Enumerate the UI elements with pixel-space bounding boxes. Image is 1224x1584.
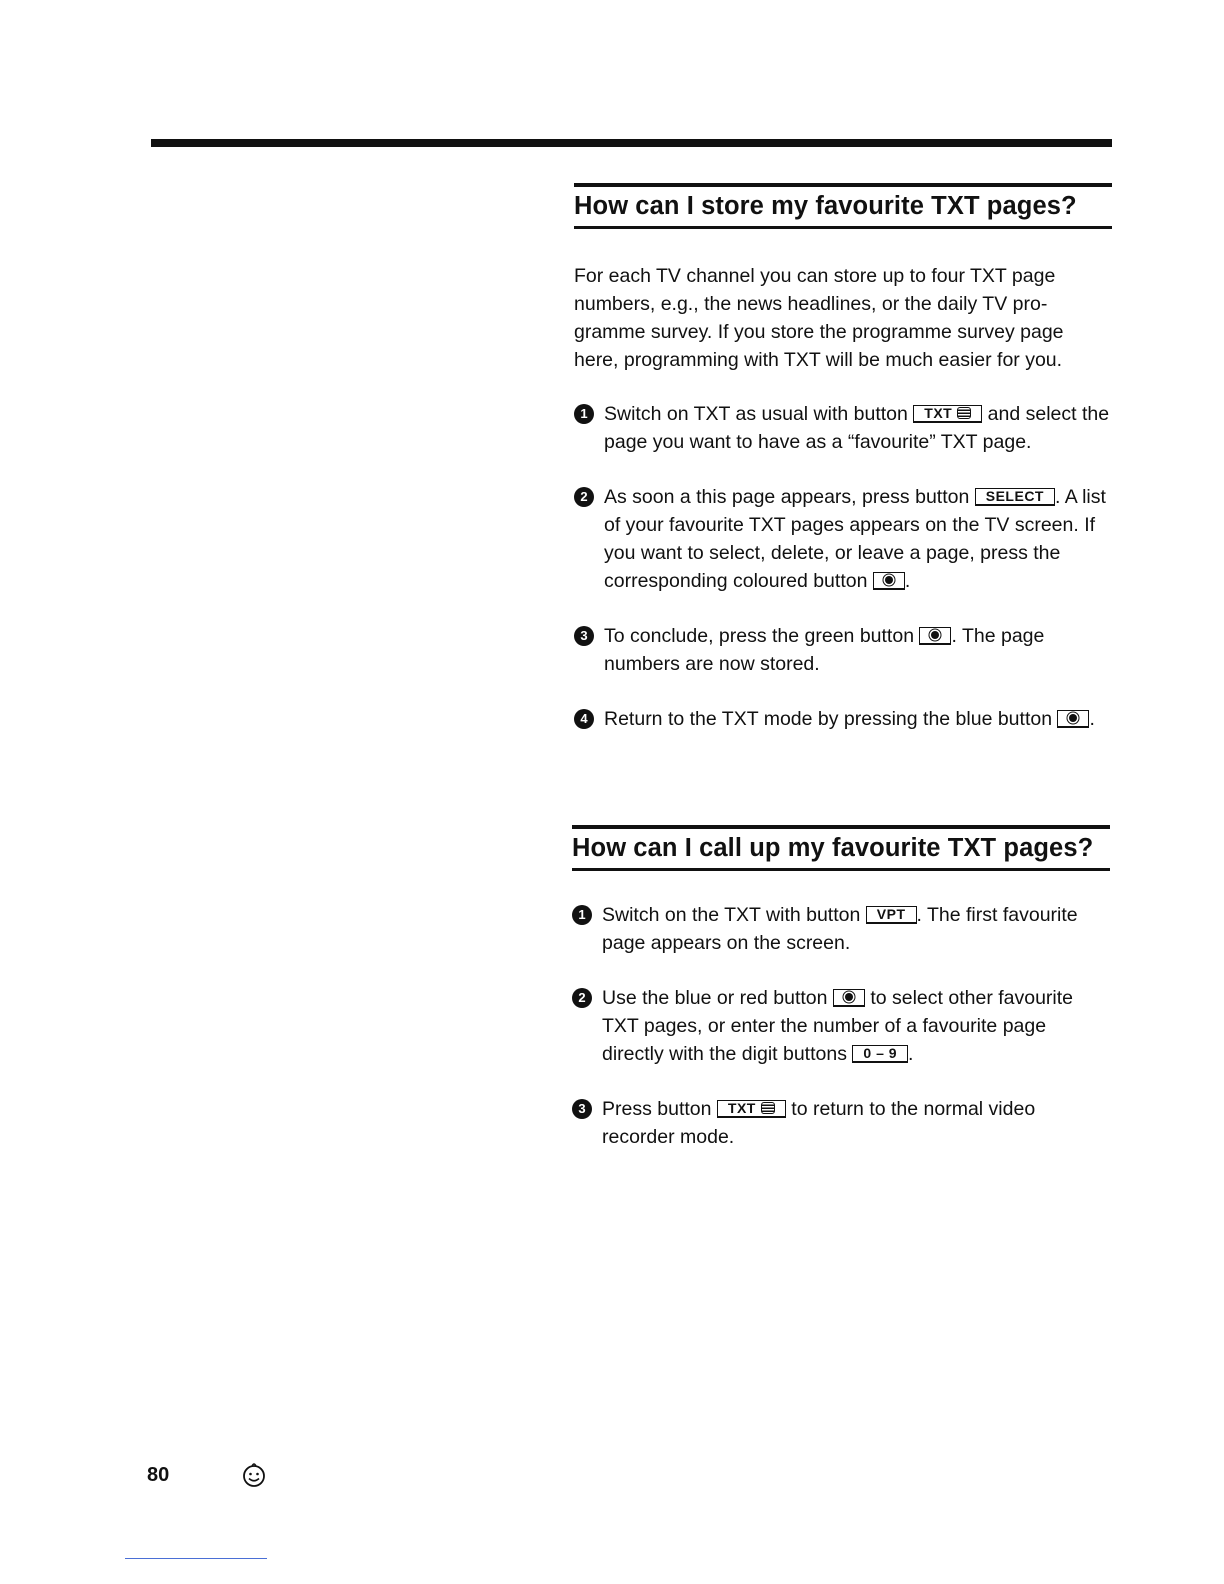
step-number: 2 (572, 988, 592, 1008)
step-text: Use the blue or red button (602, 987, 833, 1009)
section-call-up-favourites (572, 825, 1110, 1151)
teletext-icon (761, 1102, 775, 1114)
section-store-favourites (574, 183, 1112, 733)
step-2 (572, 984, 1110, 1068)
step-1 (572, 901, 1110, 957)
smiley-face-icon (239, 1460, 269, 1490)
section-title: How can I store my favourite TXT pages? (574, 192, 1077, 220)
step-text: . A list of your favourite TXT pages appears on the TV screen. If you want to select, delete, or leave a page, press the corresponding coloured button (604, 486, 1106, 592)
step-number: 1 (572, 905, 592, 925)
step-text: To conclude, press the green button (604, 625, 920, 647)
vpt-key: VPT (866, 906, 917, 924)
step-number: 2 (574, 487, 594, 507)
step-text: to return to the normal video recorder mode. (602, 1098, 1036, 1148)
step-2 (574, 483, 1112, 595)
section-title: How can I call up my favourite TXT pages? (572, 834, 1094, 862)
coloured-button-icon (931, 631, 939, 639)
step-number: 4 (574, 709, 594, 729)
page-number: 80 (147, 1464, 170, 1486)
section-heading (572, 825, 1110, 871)
txt-key (913, 405, 982, 423)
step-text: . The page numbers are now stored. (604, 625, 1045, 675)
steps-list (572, 901, 1110, 1151)
coloured-button-icon (1069, 714, 1077, 722)
step-text: . The first favourite page appears on the screen. (602, 904, 1078, 954)
key-label: TXT (924, 405, 953, 421)
coloured-key (873, 572, 905, 590)
coloured-button-icon (885, 576, 893, 584)
step-text: to select other favourite TXT pages, or enter the number of a favourite page directly with the digit buttons (602, 987, 1074, 1065)
step-3 (574, 622, 1112, 678)
step-text: Return to the TXT mode by pressing the blue button (604, 708, 1058, 730)
step-number: 1 (574, 404, 594, 424)
step-text: and select the page you want to have as a “favourite” TXT page. (604, 403, 1110, 453)
select-key: SELECT (975, 488, 1055, 506)
step-number: 3 (572, 1099, 592, 1119)
step-number: 3 (574, 626, 594, 646)
step-3 (572, 1095, 1110, 1151)
coloured-button-icon (845, 993, 853, 1001)
step-1 (574, 400, 1112, 456)
intro-paragraph: For each TV channel you can store up to four TXT page numbers, e.g., the news headlines, or the daily TV pro- gramme survey. If you store the programme survey page here, programming with TXT will be much easier for you. (574, 265, 1064, 371)
step-text: Press button (602, 1098, 717, 1120)
step-text: As soon a this page appears, press button (604, 486, 975, 508)
teletext-icon (957, 407, 971, 419)
green-key (919, 627, 951, 645)
step-text: . (904, 570, 911, 592)
section-heading (574, 183, 1112, 229)
blue-key (1057, 710, 1089, 728)
step-4 (574, 705, 1112, 733)
step-text: . (1089, 708, 1095, 730)
digit-key: 0 – 9 (852, 1045, 908, 1063)
step-text: Switch on the TXT with button (602, 904, 866, 926)
key-label: TXT (727, 1100, 756, 1116)
steps-list (574, 400, 1112, 733)
step-text: Switch on TXT as usual with button (604, 403, 914, 425)
scan-artifact-line (125, 1558, 267, 1559)
coloured-key (833, 989, 865, 1007)
txt-key (717, 1100, 786, 1118)
step-text: . (908, 1043, 914, 1065)
top-rule (151, 139, 1112, 147)
